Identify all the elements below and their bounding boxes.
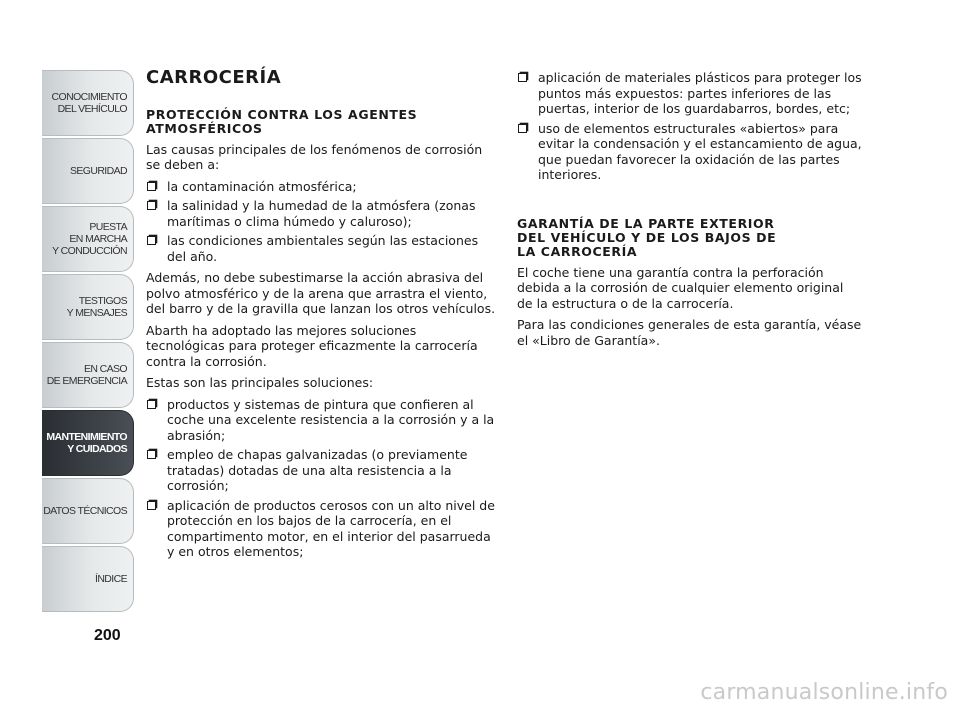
nav-tab-label: TESTIGOS Y MENSAJES <box>66 295 127 319</box>
causes-list <box>146 179 496 265</box>
solutions-list <box>146 397 496 560</box>
list-item: las condiciones ambientales según las estaciones del año. <box>146 233 496 264</box>
nav-tab-label: DATOS TÉCNICOS <box>43 505 127 517</box>
section-title-proteccion: PROTECCIÓN CONTRA LOS AGENTES ATMOSFÉRICOS <box>146 106 418 136</box>
page-title: CARROCERÍA <box>146 67 282 88</box>
nav-tab-indice[interactable] <box>42 546 134 612</box>
nav-tab-label: ÍNDICE <box>95 573 127 585</box>
nav-tab-datos-tecnicos[interactable] <box>42 478 134 544</box>
intro-paragraph: Las causas principales de los fenómenos de corrosión se deben a: <box>146 141 483 172</box>
right-column <box>517 70 862 354</box>
watermark: carmanualsonline.info <box>700 680 948 705</box>
section-nav <box>42 70 134 614</box>
nav-tab-conocimiento[interactable] <box>42 70 134 136</box>
nav-tab-testigos[interactable] <box>42 274 134 340</box>
paragraph: El coche tiene una garantía contra la perforación debida a la corrosión de cualquier elemento original de la estructura o de la carrocería. <box>517 264 844 311</box>
paragraph: Estas son las principales soluciones: <box>146 375 374 390</box>
left-column <box>146 67 496 566</box>
page-number: 200 <box>94 627 121 644</box>
list-item: la contaminación atmosférica; <box>146 179 496 195</box>
section-title-garantia: GARANTÍA DE LA PARTE EXTERIOR DEL VEHÍCULO Y DE LOS BAJOS DE LA CARROCERÍA <box>517 215 777 259</box>
list-item: aplicación de materiales plásticos para proteger los puntos más expuestos: partes inferiores de las puertas, interior de los guardabarros, bordes, etc; <box>517 70 862 117</box>
list-item: empleo de chapas galvanizadas (o previamente tratadas) dotadas de una alta resistencia a la corrosión; <box>146 447 496 494</box>
nav-tab-label: SEGURIDAD <box>69 165 127 177</box>
nav-tab-puesta-en-marcha[interactable] <box>42 206 134 272</box>
nav-tab-label: CONOCIMIENTO DEL VEHÍCULO <box>51 91 127 115</box>
paragraph: Para las condiciones generales de esta garantía, véase el «Libro de Garantía». <box>517 317 862 348</box>
paragraph: Abarth ha adoptado las mejores soluciones tecnológicas para proteger eficazmente la carrocería contra la corrosión. <box>146 322 478 369</box>
nav-tab-seguridad[interactable] <box>42 138 134 204</box>
solutions-list-continued <box>517 70 862 183</box>
nav-tab-label: EN CASO DE EMERGENCIA <box>46 363 127 387</box>
list-item: productos y sistemas de pintura que confieren al coche una excelente resistencia a la corrosión y a la abrasión; <box>146 397 496 444</box>
nav-tab-label: PUESTA EN MARCHA Y CONDUCCIÓN <box>52 221 127 257</box>
list-item: la salinidad y la humedad de la atmósfera (zonas marítimas o clima húmedo y caluroso); <box>146 198 496 229</box>
nav-tab-label: MANTENIMIENTO Y CUIDADOS <box>46 431 127 455</box>
nav-tab-mantenimiento[interactable] <box>42 410 134 476</box>
nav-tab-emergencia[interactable] <box>42 342 134 408</box>
list-item: aplicación de productos cerosos con un alto nivel de protección en los bajos de la carrocería, en el compartimento motor, en el interior del pasarrueda y en otros elementos; <box>146 498 496 560</box>
paragraph: Además, no debe subestimarse la acción abrasiva del polvo atmosférico y de la arena que arrastra el viento, del barro y de la gravilla que lanzan los otros vehículos. <box>146 270 496 316</box>
list-item: uso de elementos estructurales «abiertos» para evitar la condensación y el estancamiento de agua, que puedan favorecer la oxidación de las partes interiores. <box>517 121 862 183</box>
